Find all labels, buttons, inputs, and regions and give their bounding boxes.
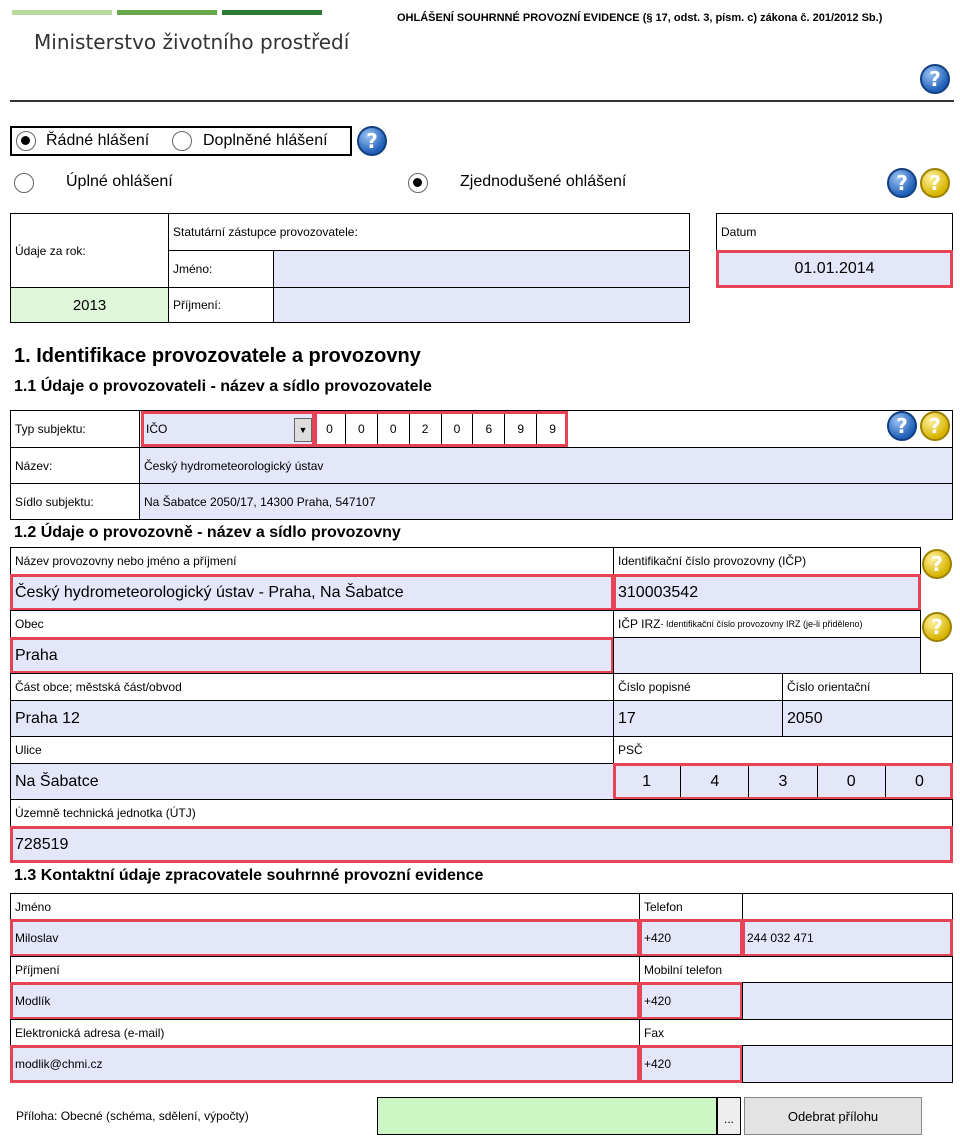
name-label: Název: <box>10 447 140 484</box>
dropdown-arrow-icon[interactable]: ▼ <box>294 418 312 442</box>
phone-prefix-input[interactable]: +420 <box>639 919 743 957</box>
icp-irz-sublabel: - Identifikační číslo provozovny IRZ (je-li přiděleno) <box>660 619 863 629</box>
mobile-prefix-input[interactable]: +420 <box>639 982 743 1020</box>
facility-name-input[interactable]: Český hydrometeorologický ústav - Praha, Na Šabatce <box>10 574 614 611</box>
section-1-1-title: 1.1 Údaje o provozovateli - název a sídlo provozovatele <box>14 378 432 395</box>
radio-regular[interactable] <box>16 131 36 151</box>
zip-digit: 4 <box>681 763 749 800</box>
first-name-label: Jméno: <box>168 250 274 288</box>
icp-irz-input[interactable] <box>613 637 921 674</box>
ico-digit: 0 <box>314 411 346 447</box>
help-icon[interactable]: ? <box>357 126 387 156</box>
attachment-file-input[interactable] <box>377 1097 717 1135</box>
radio-supplemented-label: Doplněné hlášení <box>203 132 328 149</box>
district-input[interactable]: Praha 12 <box>10 700 614 737</box>
contact-name-label: Jméno <box>10 893 640 920</box>
seat-label: Sídlo subjektu: <box>10 483 140 520</box>
email-label: Elektronická adresa (e-mail) <box>10 1019 640 1046</box>
fax-prefix-input[interactable]: +420 <box>639 1045 743 1083</box>
section-1-2-title: 1.2 Údaje o provozovně - název a sídlo provozovny <box>14 524 401 541</box>
contact-name-input[interactable]: Miloslav <box>10 919 640 957</box>
orient-no-input[interactable]: 2050 <box>782 700 953 737</box>
first-name-input[interactable] <box>273 250 690 288</box>
zip-digit: 1 <box>613 763 681 800</box>
mobile-label: Mobilní telefon <box>639 956 953 983</box>
zip-digit: 3 <box>749 763 817 800</box>
date-input[interactable]: 01.01.2014 <box>716 250 953 288</box>
phone-label-spacer <box>742 893 953 920</box>
attachment-label: Příloha: Obecné (schéma, sdělení, výpočty) <box>16 1109 249 1123</box>
radio-simplified-label: Zjednodušené ohlášení <box>460 173 627 190</box>
help-warning-icon[interactable]: ? <box>922 549 952 579</box>
help-icon[interactable]: ? <box>887 168 917 198</box>
seat-input[interactable]: Na Šabatce 2050/17, 14300 Praha, 547107 <box>139 483 953 520</box>
icp-input[interactable]: 310003542 <box>613 574 921 611</box>
municipality-label: Obec <box>10 610 614 638</box>
house-no-label: Číslo popisné <box>613 673 783 701</box>
ico-digit: 9 <box>505 411 537 447</box>
radio-regular-label: Řádné hlášení <box>46 132 150 149</box>
icp-label: Identifikační číslo provozovny (IČP) <box>613 547 921 575</box>
zip-digits[interactable] <box>613 763 953 800</box>
icp-irz-label: IČP IRZ <box>618 617 661 631</box>
house-no-input[interactable]: 17 <box>613 700 783 737</box>
municipality-input[interactable]: Praha <box>10 637 614 674</box>
radio-full[interactable] <box>14 173 34 193</box>
help-icon[interactable]: ? <box>920 64 950 94</box>
logo-bar-light <box>12 10 112 15</box>
street-label: Ulice <box>10 736 614 764</box>
ico-digit: 0 <box>346 411 378 447</box>
phone-input[interactable]: 244 032 471 <box>742 919 953 957</box>
help-warning-icon[interactable]: ? <box>920 168 950 198</box>
help-icon[interactable]: ? <box>887 411 917 441</box>
subject-type-value: IČO <box>146 422 168 436</box>
fax-label: Fax <box>639 1019 953 1046</box>
header-divider <box>10 100 954 102</box>
zip-digit: 0 <box>818 763 886 800</box>
district-label: Část obce; městská část/obvod <box>10 673 614 701</box>
fax-input[interactable] <box>742 1045 953 1083</box>
form-title: OHLÁŠENÍ SOUHRNNÉ PROVOZNÍ EVIDENCE (§ 17, odst. 3, písm. c) zákona č. 201/2012 Sb.) <box>397 12 883 24</box>
help-warning-icon[interactable]: ? <box>920 411 950 441</box>
section-1-title: 1. Identifikace provozovatele a provozovny <box>14 345 421 367</box>
ministry-logo-text: Ministerstvo životního prostředí <box>34 30 350 54</box>
zip-digit: 0 <box>914 772 924 790</box>
ico-digit: 0 <box>442 411 474 447</box>
date-label: Datum <box>716 213 953 251</box>
radio-full-label: Úplné ohlášení <box>66 173 173 190</box>
subject-type-select[interactable] <box>141 411 315 447</box>
phone-label: Telefon <box>639 893 743 920</box>
radio-supplemented[interactable] <box>172 131 192 151</box>
subject-type-label: Typ subjektu: <box>10 410 140 448</box>
contact-surname-label: Příjmení <box>10 956 640 983</box>
ico-digit: 9 <box>549 422 556 436</box>
orient-no-label: Číslo orientační <box>782 673 953 701</box>
representative-label: Statutární zástupce provozovatele: <box>168 213 690 251</box>
utj-label: Územně technická jednotka (ÚTJ) <box>10 799 953 827</box>
year-label: Údaje za rok: <box>10 213 169 288</box>
street-input[interactable]: Na Šabatce <box>10 763 614 800</box>
ico-digit: 0 <box>378 411 410 447</box>
icp-irz-label-cell <box>613 610 921 638</box>
facility-name-label: Název provozovny nebo jméno a příjmení <box>10 547 614 575</box>
contact-surname-input[interactable]: Modlík <box>10 982 640 1020</box>
help-warning-icon[interactable]: ? <box>922 612 952 642</box>
logo-bar-dark <box>222 10 322 15</box>
utj-input[interactable]: 728519 <box>10 826 953 863</box>
ico-digits[interactable] <box>314 411 568 447</box>
radio-simplified[interactable] <box>408 173 428 193</box>
email-input[interactable]: modlik@chmi.cz <box>10 1045 640 1083</box>
ico-digit: 2 <box>410 411 442 447</box>
logo-bar-mid <box>117 10 217 15</box>
section-1-3-title: 1.3 Kontaktní údaje zpracovatele souhrnné provozní evidence <box>14 867 484 884</box>
remove-attachment-button[interactable]: Odebrat přílohu <box>744 1097 922 1135</box>
mobile-input[interactable] <box>742 982 953 1020</box>
attachment-browse-button[interactable]: ... <box>717 1097 741 1135</box>
surname-label: Příjmení: <box>168 287 274 323</box>
year-value[interactable]: 2013 <box>10 287 169 323</box>
ico-digit: 6 <box>473 411 505 447</box>
surname-input[interactable] <box>273 287 690 323</box>
name-input[interactable]: Český hydrometeorologický ústav <box>139 447 953 484</box>
zip-label: PSČ <box>613 736 953 764</box>
